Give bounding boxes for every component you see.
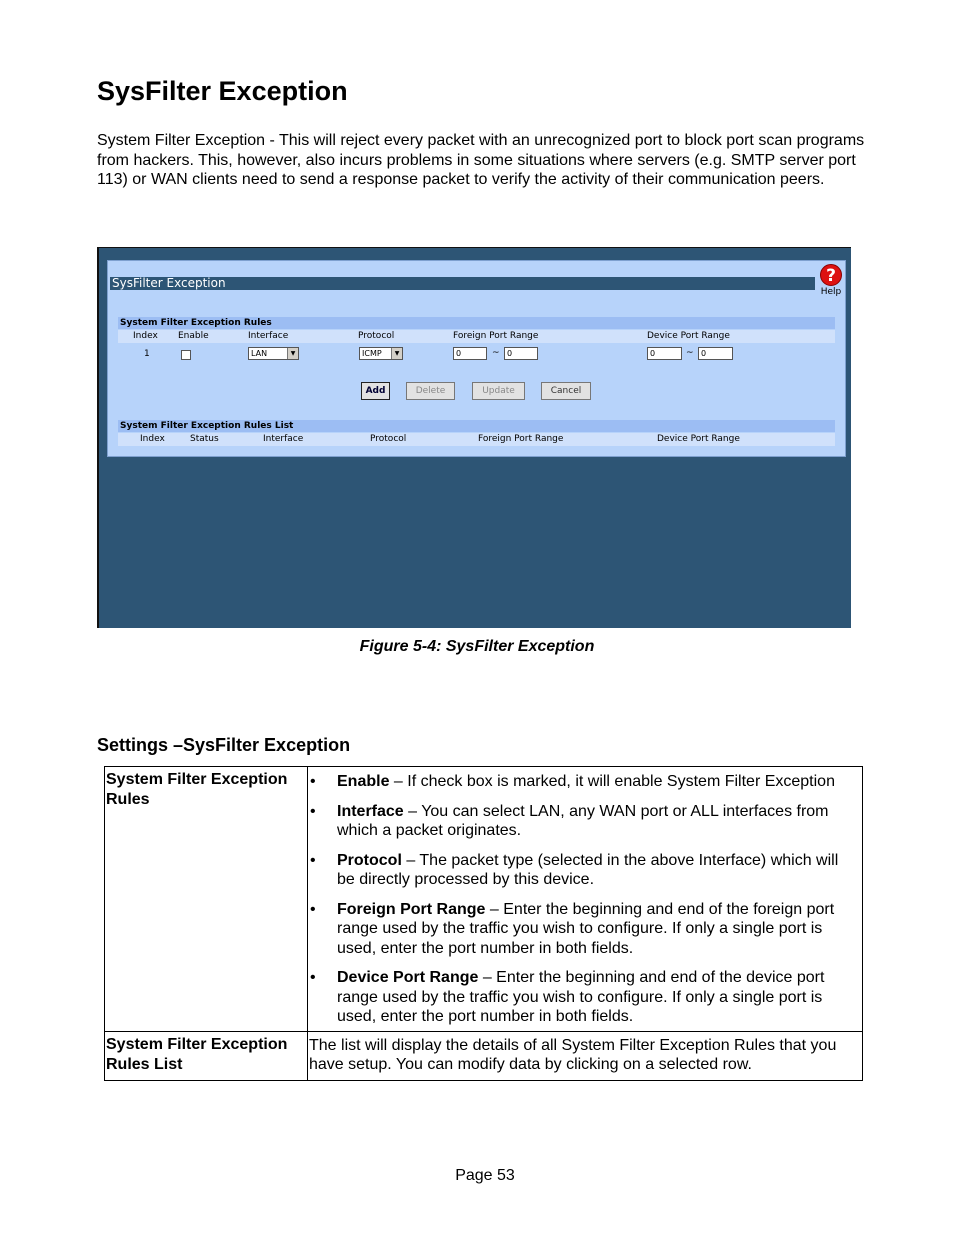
table-row xyxy=(105,1031,863,1080)
rules-section-header: System Filter Exception Rules xyxy=(118,317,835,329)
desc-foreign-port-range: – Enter the beginning and end of the foreign port range used by the traffic you wish to configure. If only a single port is used, enter the port number in both fields. xyxy=(337,900,835,957)
term-foreign-port-range: Foreign Port Range xyxy=(337,900,486,918)
list-col-status: Status xyxy=(190,434,219,444)
row-index: 1 xyxy=(144,349,150,359)
rules-description xyxy=(308,767,863,1032)
table-row xyxy=(105,767,863,1032)
term-protocol: Protocol xyxy=(337,851,402,869)
update-button[interactable]: Update xyxy=(472,382,525,400)
col-protocol: Protocol xyxy=(358,331,395,341)
screenshot-figure xyxy=(97,247,851,628)
window-title: SysFilter Exception xyxy=(110,277,815,290)
help-icon: ? xyxy=(820,264,842,286)
bullet-icon: • xyxy=(310,773,316,790)
list-col-protocol: Protocol xyxy=(370,434,407,444)
col-interface: Interface xyxy=(248,331,289,341)
term-interface: Interface xyxy=(337,802,404,820)
col-foreign-port-range: Foreign Port Range xyxy=(453,331,539,341)
bullet-icon: • xyxy=(310,900,316,918)
bullet-icon: • xyxy=(310,851,316,869)
desc-device-port-range: – Enter the beginning and end of the device port range used by the traffic you wish to configure. If only a single port is used, enter the port number in both fields. xyxy=(337,969,825,1025)
list-col-interface: Interface xyxy=(263,434,304,444)
bullet-icon: • xyxy=(310,969,316,986)
desc-interface: – You can select LAN, any WAN port or ALL interfaces from which a packet originates. xyxy=(337,802,829,839)
add-button[interactable]: Add xyxy=(361,382,390,400)
range-separator: ~ xyxy=(686,348,694,358)
list-col-foreign-port-range: Foreign Port Range xyxy=(478,434,564,444)
config-panel xyxy=(107,260,846,457)
interface-value: LAN xyxy=(251,349,268,358)
delete-button[interactable]: Delete xyxy=(406,382,455,400)
interface-select[interactable] xyxy=(248,347,299,360)
rules-list-column-headers xyxy=(118,433,835,446)
rules-list-label: System Filter Exception Rules List xyxy=(105,1031,308,1080)
enable-checkbox[interactable] xyxy=(181,350,191,360)
list-item xyxy=(308,802,860,841)
list-item xyxy=(308,772,860,792)
page-number: Page 53 xyxy=(455,1167,515,1184)
term-device-port-range: Device Port Range xyxy=(337,969,479,986)
list-col-index: Index xyxy=(140,434,165,444)
desc-protocol: – The packet type (selected in the above Interface) which will be directly processed by this device. xyxy=(337,851,839,888)
range-separator: ~ xyxy=(492,348,500,358)
help-button[interactable] xyxy=(817,264,845,297)
protocol-value: ICMP xyxy=(362,349,382,358)
bullet-icon: • xyxy=(310,802,316,820)
chevron-down-icon: ▼ xyxy=(287,348,298,359)
rules-list-section-header: System Filter Exception Rules List xyxy=(118,420,835,432)
list-item xyxy=(308,968,860,1027)
settings-heading: Settings –SysFilter Exception xyxy=(97,735,351,755)
col-device-port-range: Device Port Range xyxy=(647,331,730,341)
rules-column-headers xyxy=(118,330,835,343)
settings-bullet-list xyxy=(308,767,862,1031)
rules-list-description: The list will display the details of all System Filter Exception Rules that you have setup. You can modify data by clicking on a selected row. xyxy=(308,1031,863,1080)
help-label: Help xyxy=(820,287,842,297)
device-port-start-input[interactable]: 0 xyxy=(647,347,682,360)
device-port-end-input[interactable]: 0 xyxy=(698,347,733,360)
protocol-select[interactable] xyxy=(359,347,403,360)
page-title: SysFilter Exception xyxy=(97,76,348,106)
foreign-port-start-input[interactable]: 0 xyxy=(453,347,487,360)
rules-label: System Filter Exception Rules xyxy=(105,767,308,1032)
cancel-button[interactable]: Cancel xyxy=(541,382,591,400)
col-enable: Enable xyxy=(178,331,209,341)
list-item xyxy=(308,851,860,890)
desc-enable: – If check box is marked, it will enable System Filter Exception xyxy=(389,773,835,790)
foreign-port-end-input[interactable]: 0 xyxy=(504,347,538,360)
list-col-device-port-range: Device Port Range xyxy=(657,434,740,444)
intro-paragraph: System Filter Exception - This will reject every packet with an unrecognized port to block port scan programs from hackers. This, however, also incurs problems in some situations where servers (e.g. SMTP server port 113) or WAN clients need to send a response packet to verify the activity of their communication peers. xyxy=(97,132,865,189)
chevron-down-icon: ▼ xyxy=(391,348,402,359)
settings-table xyxy=(104,766,863,1081)
col-index: Index xyxy=(133,331,158,341)
list-item xyxy=(308,900,860,959)
figure-caption: Figure 5-4: SysFilter Exception xyxy=(359,638,595,655)
term-enable: Enable xyxy=(337,773,390,790)
